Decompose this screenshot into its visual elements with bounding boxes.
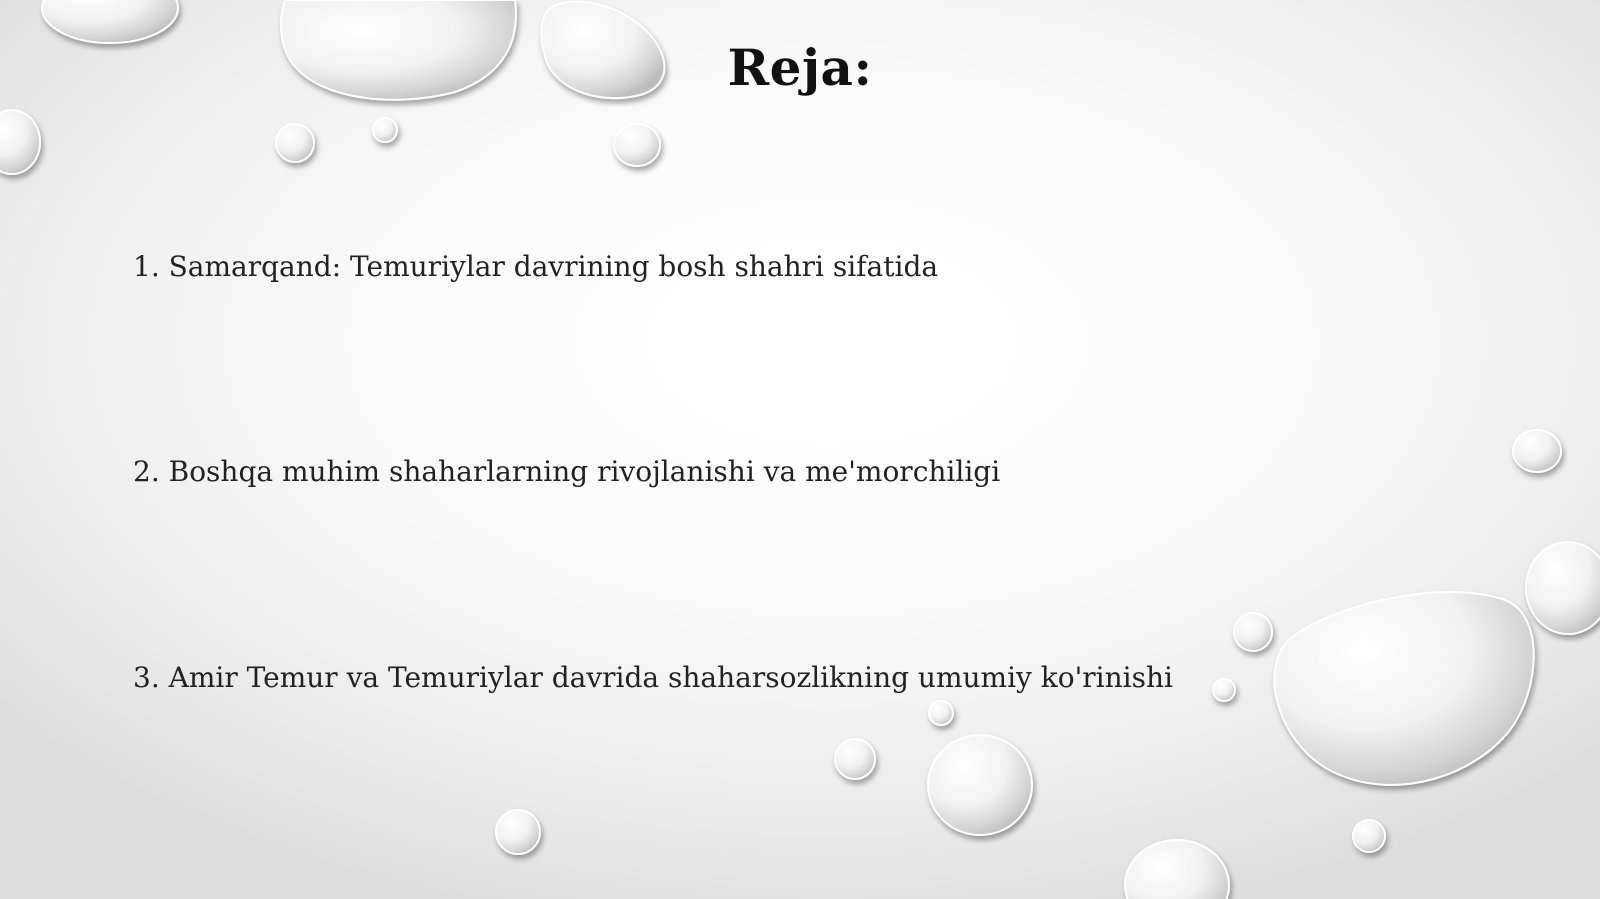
water-drop <box>1513 430 1561 472</box>
water-drop <box>1125 840 1229 899</box>
water-drop <box>0 110 40 174</box>
plan-item-1: 1. Samarqand: Temuriylar davrining bosh shahri sifatida <box>133 250 939 283</box>
water-drop <box>1526 542 1600 634</box>
water-drop <box>373 118 397 142</box>
slide-title: Reja: <box>727 38 873 97</box>
water-drop <box>42 0 178 43</box>
water-drop <box>1274 592 1533 785</box>
water-drop <box>496 810 540 854</box>
plan-item-2: 2. Boshqa muhim shaharlarning rivojlanishi va me'morchiligi <box>133 455 1001 488</box>
water-drop <box>276 124 314 162</box>
water-drop <box>1213 679 1235 701</box>
water-drop <box>929 701 953 725</box>
water-drop <box>614 124 660 166</box>
water-drop <box>1353 820 1385 852</box>
plan-item-3: 3. Amir Temur va Temuriylar davrida shaharsozlikning umumiy ko'rinishi <box>133 661 1173 694</box>
water-drop <box>1234 613 1272 651</box>
water-drop <box>835 739 875 779</box>
water-drop <box>928 735 1032 835</box>
